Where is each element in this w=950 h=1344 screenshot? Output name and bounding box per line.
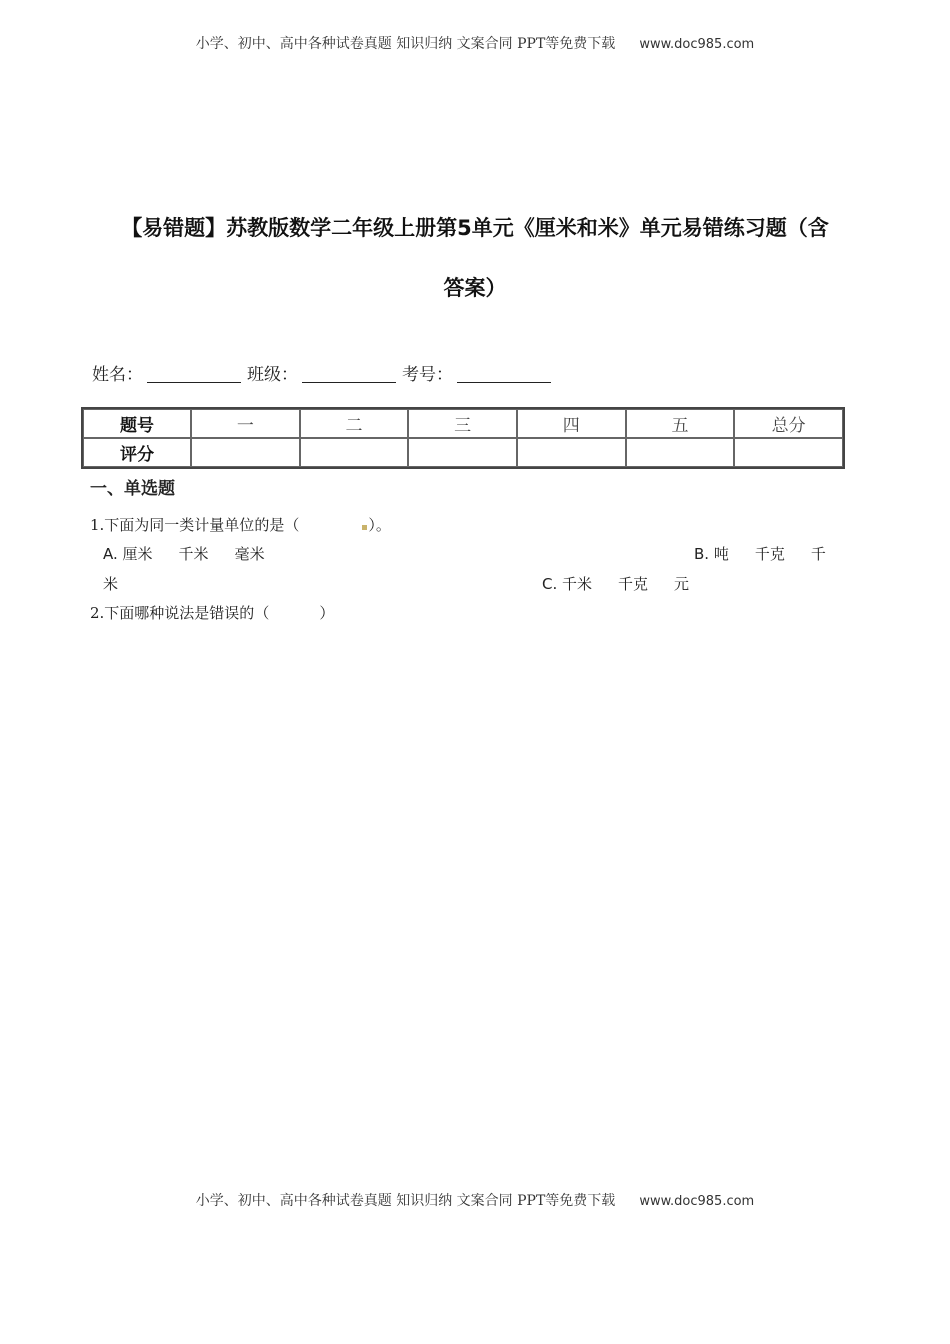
page-footer [0,1190,950,1210]
row-label-score: 评分 [83,438,191,467]
option-b-item: 千 [810,545,826,563]
option-c-item: 千克 [618,575,649,593]
option-c-label: C. 千米 [542,575,593,593]
header-text: 小学、初中、高中各种试卷真题 知识归纳 文案合同 PPT等免费下载 [195,36,616,52]
doc-title-line1: 【易错题】苏教版数学二年级上册第5单元《厘米和米》单元易错练习题（含 [121,216,829,240]
score-cell[interactable] [300,438,409,467]
col-1: 一 [191,409,300,438]
score-cell[interactable] [626,438,735,467]
doc-title-line2: 答案） [443,276,507,300]
name-blank[interactable] [147,364,241,383]
col-5: 五 [626,409,735,438]
option-b[interactable] [694,543,826,564]
score-cell[interactable] [408,438,517,467]
row-label-question-no: 题号 [83,409,191,438]
question-2-stem-end: ） [319,604,335,622]
option-a-label: A. 厘米 [103,545,153,563]
anchor-mark-icon [362,525,367,530]
option-c-item: 元 [674,575,690,593]
score-table [81,407,845,469]
score-cell[interactable] [734,438,843,467]
name-label: 姓名： [92,365,143,385]
option-b-item: 千克 [754,545,785,563]
col-3: 三 [408,409,517,438]
page-header [0,33,950,53]
col-total: 总分 [734,409,843,438]
exam-label: 考号： [402,365,453,385]
option-b-continued: 米 [103,575,119,593]
class-label: 班级： [247,365,298,385]
option-c[interactable] [542,573,689,594]
col-2: 二 [300,409,409,438]
question-1-stem: 1.下面为同一类计量单位的是（ [90,516,300,534]
score-cell[interactable] [191,438,300,467]
question-1-stem-end: ）。 [368,516,391,534]
option-a[interactable] [103,543,265,564]
class-blank[interactable] [302,364,396,383]
question-2-stem: 2.下面哪种说法是错误的（ [90,604,270,622]
score-table-score-row [83,438,843,467]
exam-blank[interactable] [457,364,551,383]
footer-site: www.doc985.com [639,1194,755,1209]
score-cell[interactable] [517,438,626,467]
option-b-label: B. 吨 [694,545,729,563]
option-a-item: 千米 [178,545,209,563]
question-2 [90,602,334,623]
student-info [92,360,557,385]
header-site: www.doc985.com [639,37,755,52]
option-a-item: 毫米 [234,545,265,563]
col-4: 四 [517,409,626,438]
section-title: 一、单选题 [90,479,175,499]
footer-text: 小学、初中、高中各种试卷真题 知识归纳 文案合同 PPT等免费下载 [195,1193,616,1209]
score-table-header-row [83,409,843,438]
question-1 [90,514,391,535]
